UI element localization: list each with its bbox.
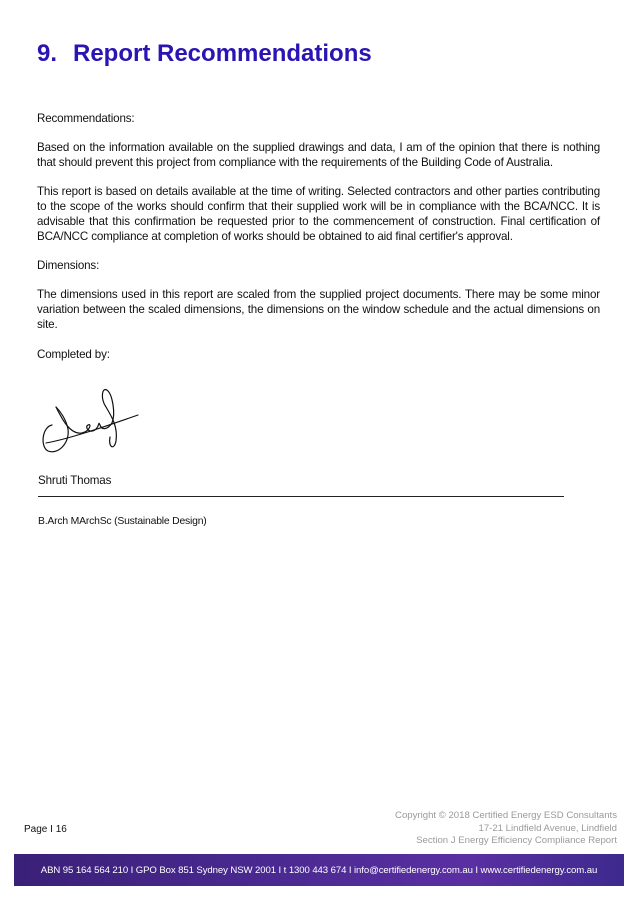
footer-contact-text: ABN 95 164 564 210 I GPO Box 851 Sydney NSW 2001 I t 1300 443 674 I info@certifiedenergy.com.au I www.certifiedenergy.com.au [40, 864, 598, 876]
dimensions-paragraph: The dimensions used in this report are scaled from the supplied project documents. There may be some minor variation between the scaled dimensions, the dimensions on the window schedule and the actual dimensions on site. [37, 288, 600, 331]
signer-credentials: B.Arch MArchSc (Sustainable Design) [38, 516, 207, 527]
signature-image [38, 385, 146, 457]
section-title: Report Recommendations [73, 40, 372, 67]
copyright-line: Copyright © 2018 Certified Energy ESD Consultants [395, 810, 617, 821]
section-number: 9. [37, 40, 58, 67]
dimensions-label: Dimensions: [37, 259, 100, 272]
recommendations-label: Recommendations: [37, 112, 135, 125]
completed-by-label: Completed by: [37, 348, 110, 361]
address-line: 17-21 Lindfield Avenue, Lindfield [478, 822, 617, 834]
contractor-confirmation-paragraph: This report is based on details available at the time of writing. Selected contractors and other parties contributing to the scope of the works should confirm that their supplied work will be in compliance with the BCA/NCC. It is advisable that this confirmation be requested prior to the commencement of construction. Final certification of BCA/NCC compliance at completion of works should be obtained to aid final certifier's approval. [37, 185, 600, 243]
signature-divider [38, 496, 564, 497]
footer-bar [14, 854, 624, 886]
report-name-line: Section J Energy Efficiency Compliance Report [416, 835, 617, 846]
section-heading [37, 40, 372, 68]
compliance-opinion-paragraph: Based on the information available on the supplied drawings and data, I am of the opinion that there is nothing that should prevent this project from compliance with the requirements of the Building Code of Australia. [37, 141, 600, 169]
report-body [37, 111, 600, 346]
page-number: Page I 16 [24, 824, 67, 835]
copyright-block [317, 810, 617, 848]
signer-name: Shruti Thomas [38, 474, 112, 487]
